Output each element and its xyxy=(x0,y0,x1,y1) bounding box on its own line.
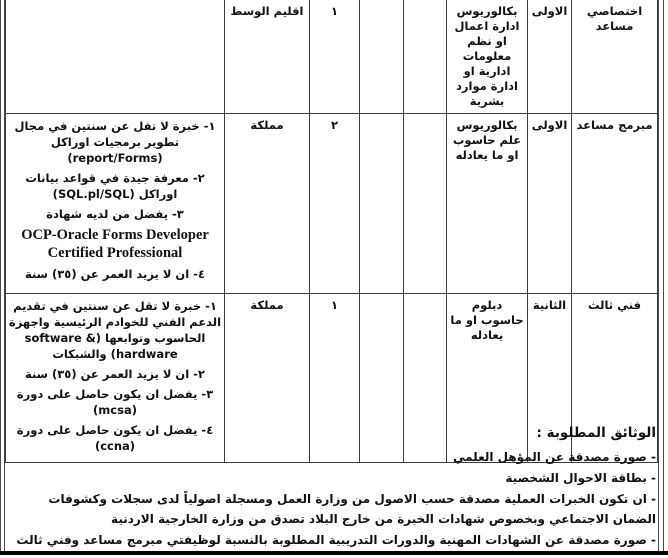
cell-requirements xyxy=(6,114,225,294)
cell-qualification: بكالوريوس ادارة اعمال او نظم معلومات ادارية او ادارة موارد بشرية xyxy=(447,0,528,114)
requirement-item: ٢- معرفة جيدة في قواعد بيانات اوراكل (SQL.pl/SQL) xyxy=(25,171,205,201)
requirement-item: ٤- ان لا يزيد العمر عن (٣٥) سنة xyxy=(25,267,205,281)
cell-location: مملكة xyxy=(225,114,310,294)
cell-grade: الثانية xyxy=(528,294,572,463)
frame-right-inner-line xyxy=(658,0,659,552)
requirement-item-certification: OCP-Oracle Forms Developer Certified Professional xyxy=(21,227,209,261)
cell-empty xyxy=(360,0,404,114)
cell-grade: الاولى xyxy=(528,114,572,294)
requirement-item: ٣- يفضل من لديه شهادة xyxy=(46,207,184,221)
cell-grade: الاولى xyxy=(528,0,572,114)
cell-count: ٢ xyxy=(310,114,360,294)
cell-count: ١ xyxy=(310,0,360,114)
cell-count: ١ xyxy=(310,294,360,463)
requirement-item: ٢- ان لا يزيد العمر عن (٣٥) سنة xyxy=(25,367,205,381)
cell-job-title: فني ثالث xyxy=(572,294,658,463)
requirement-item: ٤- يفضل ان يكون حاصل على دورة (ccna) xyxy=(16,423,214,453)
requirement-item: ٣- يفضل ان يكون حاصل على دورة (mcsa) xyxy=(16,387,214,417)
table-row-assistant-programmer xyxy=(6,114,658,294)
required-documents-section xyxy=(8,424,656,551)
document-item: - بطاقة الاحوال الشخصية xyxy=(505,471,656,485)
cell-location: اقليم الوسط xyxy=(225,0,310,114)
requirement-item: ١- خبرة لا تقل عن سنتين في مجال تطوير برمجيات اوراكل (report/Forms) xyxy=(14,119,216,165)
requirement-item: ١- خبرة لا تقل عن سنتين في تقديم الدعم الفني للخوادم الرئيسية واجهزة الحاسوب وتوابعها (software & hardware) والشبكات xyxy=(8,299,222,361)
cell-empty xyxy=(360,114,404,294)
cell-location: مملكة xyxy=(225,294,310,463)
required-documents-title: الوثائق المطلوبة : xyxy=(536,425,656,441)
cell-empty xyxy=(404,114,447,294)
document-item: - ان تكون الخبرات العملية مصدقة حسب الاصول من وزارة العمل ومسجلة اصولياً لدى سجلات وكشوفات الضمان الاجتماعي وبخصوص شهادات الخبرة من خارج البلاد تصدق من وزارة الخارجية الاردنية xyxy=(48,492,656,526)
cell-empty xyxy=(404,0,447,114)
frame-bottom-rule xyxy=(0,551,668,555)
document-item: - صورة مصدقة عن الشهادات المهنية والدورات التدريبية المطلوبة بالنسبة لوظيفتي مبرمج مساعد وفني ثالث xyxy=(16,533,656,547)
frame-left-outer-line xyxy=(0,0,1,552)
cell-qualification: بكالوريوس علم حاسوب او ما يعادله xyxy=(447,114,528,294)
vacancies-table xyxy=(5,0,658,463)
table-row-specialist-assistant xyxy=(6,0,658,114)
document-item: - صورة مصدقة عن المؤهل العلمي xyxy=(453,450,656,464)
cell-job-title: اختصاصي مساعد xyxy=(572,0,658,114)
frame-right-outer-line xyxy=(663,0,664,552)
cell-job-title: مبرمج مساعد xyxy=(572,114,658,294)
cell-qualification: دبلوم حاسوب او ما يعادله xyxy=(447,294,528,463)
cell-requirements xyxy=(6,0,225,114)
